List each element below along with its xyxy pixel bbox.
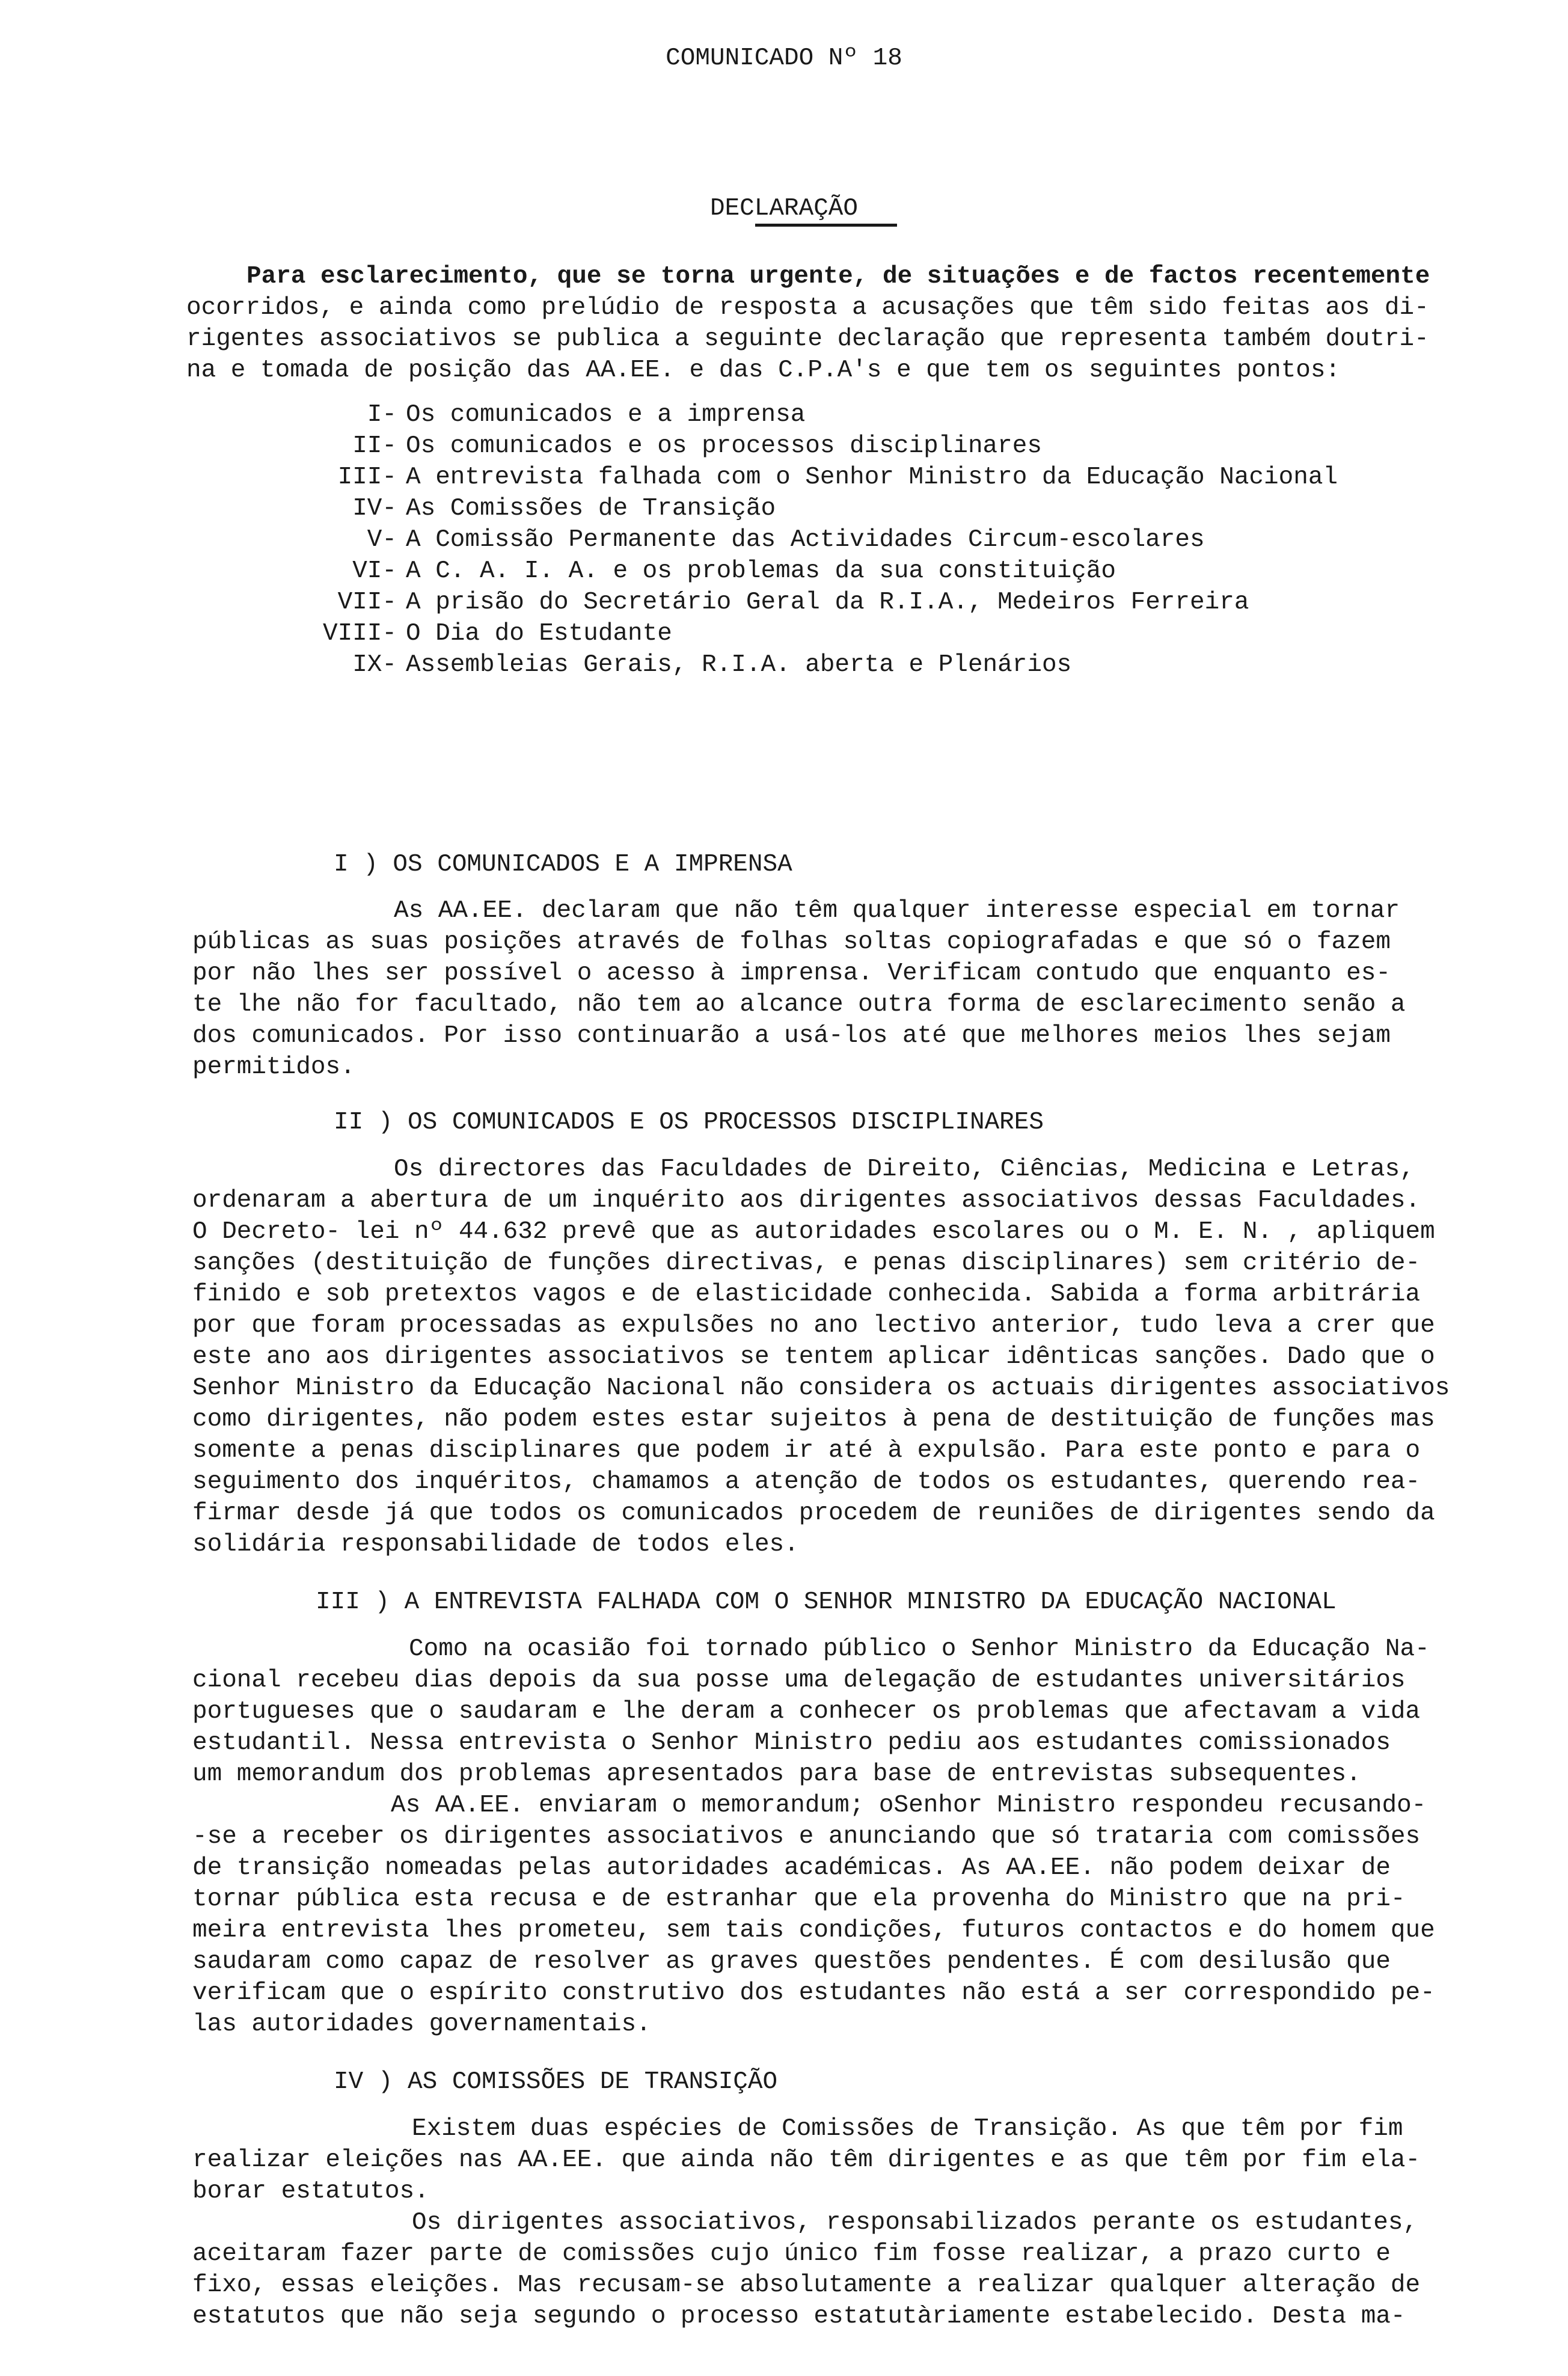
paragraph-line: las autoridades governamentais. (192, 2010, 651, 2038)
paragraph-line: por que foram processadas as expulsões no ano lectivo anterior, tudo leva a crer que (192, 1312, 1435, 1340)
toc-item: Os comunicados e a imprensa (406, 401, 806, 429)
paragraph-line: As AA.EE. declaram que não têm qualquer interesse especial em tornar (394, 897, 1400, 925)
paragraph-line: O Decreto- lei nº 44.632 prevê que as autoridades escolares ou o M. E. N. , apliquem (192, 1218, 1435, 1246)
paragraph-line: aceitaram fazer parte de comissões cujo único fim fosse realizar, a prazo curto e (192, 2240, 1391, 2268)
toc-item: Os comunicados e os processos disciplinares (406, 432, 1042, 460)
section-heading: III ) A ENTREVISTA FALHADA COM O SENHOR MINISTRO DA EDUCAÇÃO NACIONAL (316, 1588, 1337, 1616)
paragraph-line: meira entrevista lhes prometeu, sem tais condições, futuros contactos e do homem que (192, 1917, 1435, 1944)
title-underline (755, 224, 897, 227)
paragraph-line: Os directores das Faculdades de Direito, Ciências, Medicina e Letras, (394, 1156, 1415, 1183)
paragraph-line: de transição nomeadas pelas autoridades académicas. As AA.EE. não podem deixar de (192, 1854, 1391, 1882)
intro-line: Para esclarecimento, que se torna urgente, de situações e de factos recentemente (247, 263, 1430, 290)
communique-number: COMUNICADO Nº 18 (666, 44, 902, 72)
paragraph-line: borar estatutos. (192, 2178, 429, 2205)
paragraph-line: como dirigentes, não podem estes estar sujeitos à pena de destituição de funções mas (192, 1406, 1435, 1433)
intro-line: na e tomada de posição das AA.EE. e das C.P.A's e que tem os seguintes pontos: (186, 357, 1341, 384)
intro-line: rigentes associativos se publica a seguinte declaração que representa também doutri- (186, 325, 1429, 353)
paragraph-line: cional recebeu dias depois da sua posse uma delegação de estudantes universitários (192, 1667, 1406, 1694)
paragraph-line: realizar eleições nas AA.EE. que ainda não têm dirigentes e as que têm por fim ela- (192, 2146, 1421, 2174)
paragraph-line: estatutos que não seja segundo o processo estatutàriamente estabelecido. Desta ma- (192, 2303, 1406, 2330)
section-heading: II ) OS COMUNICADOS E OS PROCESSOS DISCIPLINARES (334, 1109, 1044, 1136)
toc-number: II- (352, 432, 397, 460)
toc-number: I- (367, 401, 397, 429)
paragraph-line: dos comunicados. Por isso continuarão a usá-los até que melhores meios lhes sejam (192, 1022, 1391, 1050)
toc-item: A Comissão Permanente das Actividades Circum-escolares (406, 526, 1205, 554)
paragraph-line: Senhor Ministro da Educação Nacional não considera os actuais dirigentes associativos (192, 1374, 1450, 1402)
paragraph-line: Como na ocasião foi tornado público o Senhor Ministro da Educação Na- (409, 1635, 1430, 1663)
toc-number: IV- (352, 495, 397, 522)
paragraph-line: sanções (destituição de funções directivas, e penas disciplinares) sem critério de- (192, 1249, 1421, 1277)
paragraph-line: ordenaram a abertura de um inquérito aos dirigentes associativos dessas Faculdades. (192, 1187, 1421, 1214)
toc-number: V- (367, 526, 397, 554)
paragraph-line: verificam que o espírito construtivo dos estudantes não está a ser correspondido pe- (192, 1979, 1435, 2007)
toc-item: A C. A. I. A. e os problemas da sua constituição (406, 557, 1116, 585)
paragraph-line: públicas as suas posições através de folhas soltas copiografadas e que só o fazem (192, 928, 1391, 956)
toc-number: III- (337, 464, 397, 491)
toc-item: As Comissões de Transição (406, 495, 776, 522)
declaration-title: DECLARAÇÃO (709, 195, 859, 222)
paragraph-line: saudaram como capaz de resolver as graves questões pendentes. É com desilusão que (192, 1948, 1391, 1976)
toc-number: VIII- (322, 620, 397, 648)
toc-item: Assembleias Gerais, R.I.A. aberta e Plenários (406, 651, 1072, 679)
paragraph-line: -se a receber os dirigentes associativos e anunciando que só trataria com comissões (192, 1823, 1421, 1851)
section-heading: I ) OS COMUNICADOS E A IMPRENSA (334, 851, 792, 878)
paragraph-line: seguimento dos inquéritos, chamamos a atenção de todos os estudantes, querendo rea- (192, 1468, 1421, 1496)
paragraph-line: firmar desde já que todos os comunicados procedem de reuniões de dirigentes sendo da (192, 1499, 1435, 1527)
paragraph-line: Os dirigentes associativos, responsabilizados perante os estudantes, (412, 2209, 1418, 2237)
intro-line: ocorridos, e ainda como prelúdio de resposta a acusações que têm sido feitas aos di- (186, 294, 1429, 322)
paragraph-line: um memorandum dos problemas apresentados para base de entrevistas subsequentes. (192, 1760, 1361, 1788)
toc-number: VII- (337, 589, 397, 616)
paragraph-line: fixo, essas eleições. Mas recusam-se absolutamente a realizar qualquer alteração de (192, 2271, 1421, 2299)
paragraph-line: por não lhes ser possível o acesso à imprensa. Verificam contudo que enquanto es- (192, 960, 1391, 987)
section-heading: IV ) AS COMISSÕES DE TRANSIÇÃO (334, 2068, 778, 2096)
toc-item: A prisão do Secretário Geral da R.I.A., Medeiros Ferreira (406, 589, 1249, 616)
paragraph-line: solidária responsabilidade de todos eles. (192, 1531, 799, 1558)
paragraph-line: portugueses que o saudaram e lhe deram a conhecer os problemas que afectavam a vida (192, 1698, 1421, 1725)
paragraph-line: As AA.EE. enviaram o memorandum; oSenhor Ministro respondeu recusando- (391, 1792, 1427, 1819)
paragraph-line: estudantil. Nessa entrevista o Senhor Ministro pediu aos estudantes comissionados (192, 1729, 1391, 1757)
paragraph-line: permitidos. (192, 1053, 355, 1081)
paragraph-line: este ano aos dirigentes associativos se tentem aplicar idênticas sanções. Dado que o (192, 1343, 1435, 1371)
toc-item: O Dia do Estudante (406, 620, 672, 648)
paragraph-line: Existem duas espécies de Comissões de Transição. As que têm por fim (412, 2115, 1403, 2143)
paragraph-line: finido e sob pretextos vagos e de elasticidade conhecida. Sabida a forma arbitrária (192, 1281, 1421, 1308)
paragraph-line: somente a penas disciplinares que podem ir até à expulsão. Para este ponto e para o (192, 1437, 1421, 1465)
paragraph-line: te lhe não for facultado, não tem ao alcance outra forma de esclarecimento senão a (192, 991, 1406, 1018)
toc-number: IX- (352, 651, 397, 679)
paragraph-line: tornar pública esta recusa e de estranhar que ela provenha do Ministro que na pri- (192, 1885, 1406, 1913)
toc-number: VI- (352, 557, 397, 585)
toc-item: A entrevista falhada com o Senhor Ministro da Educação Nacional (406, 464, 1338, 491)
